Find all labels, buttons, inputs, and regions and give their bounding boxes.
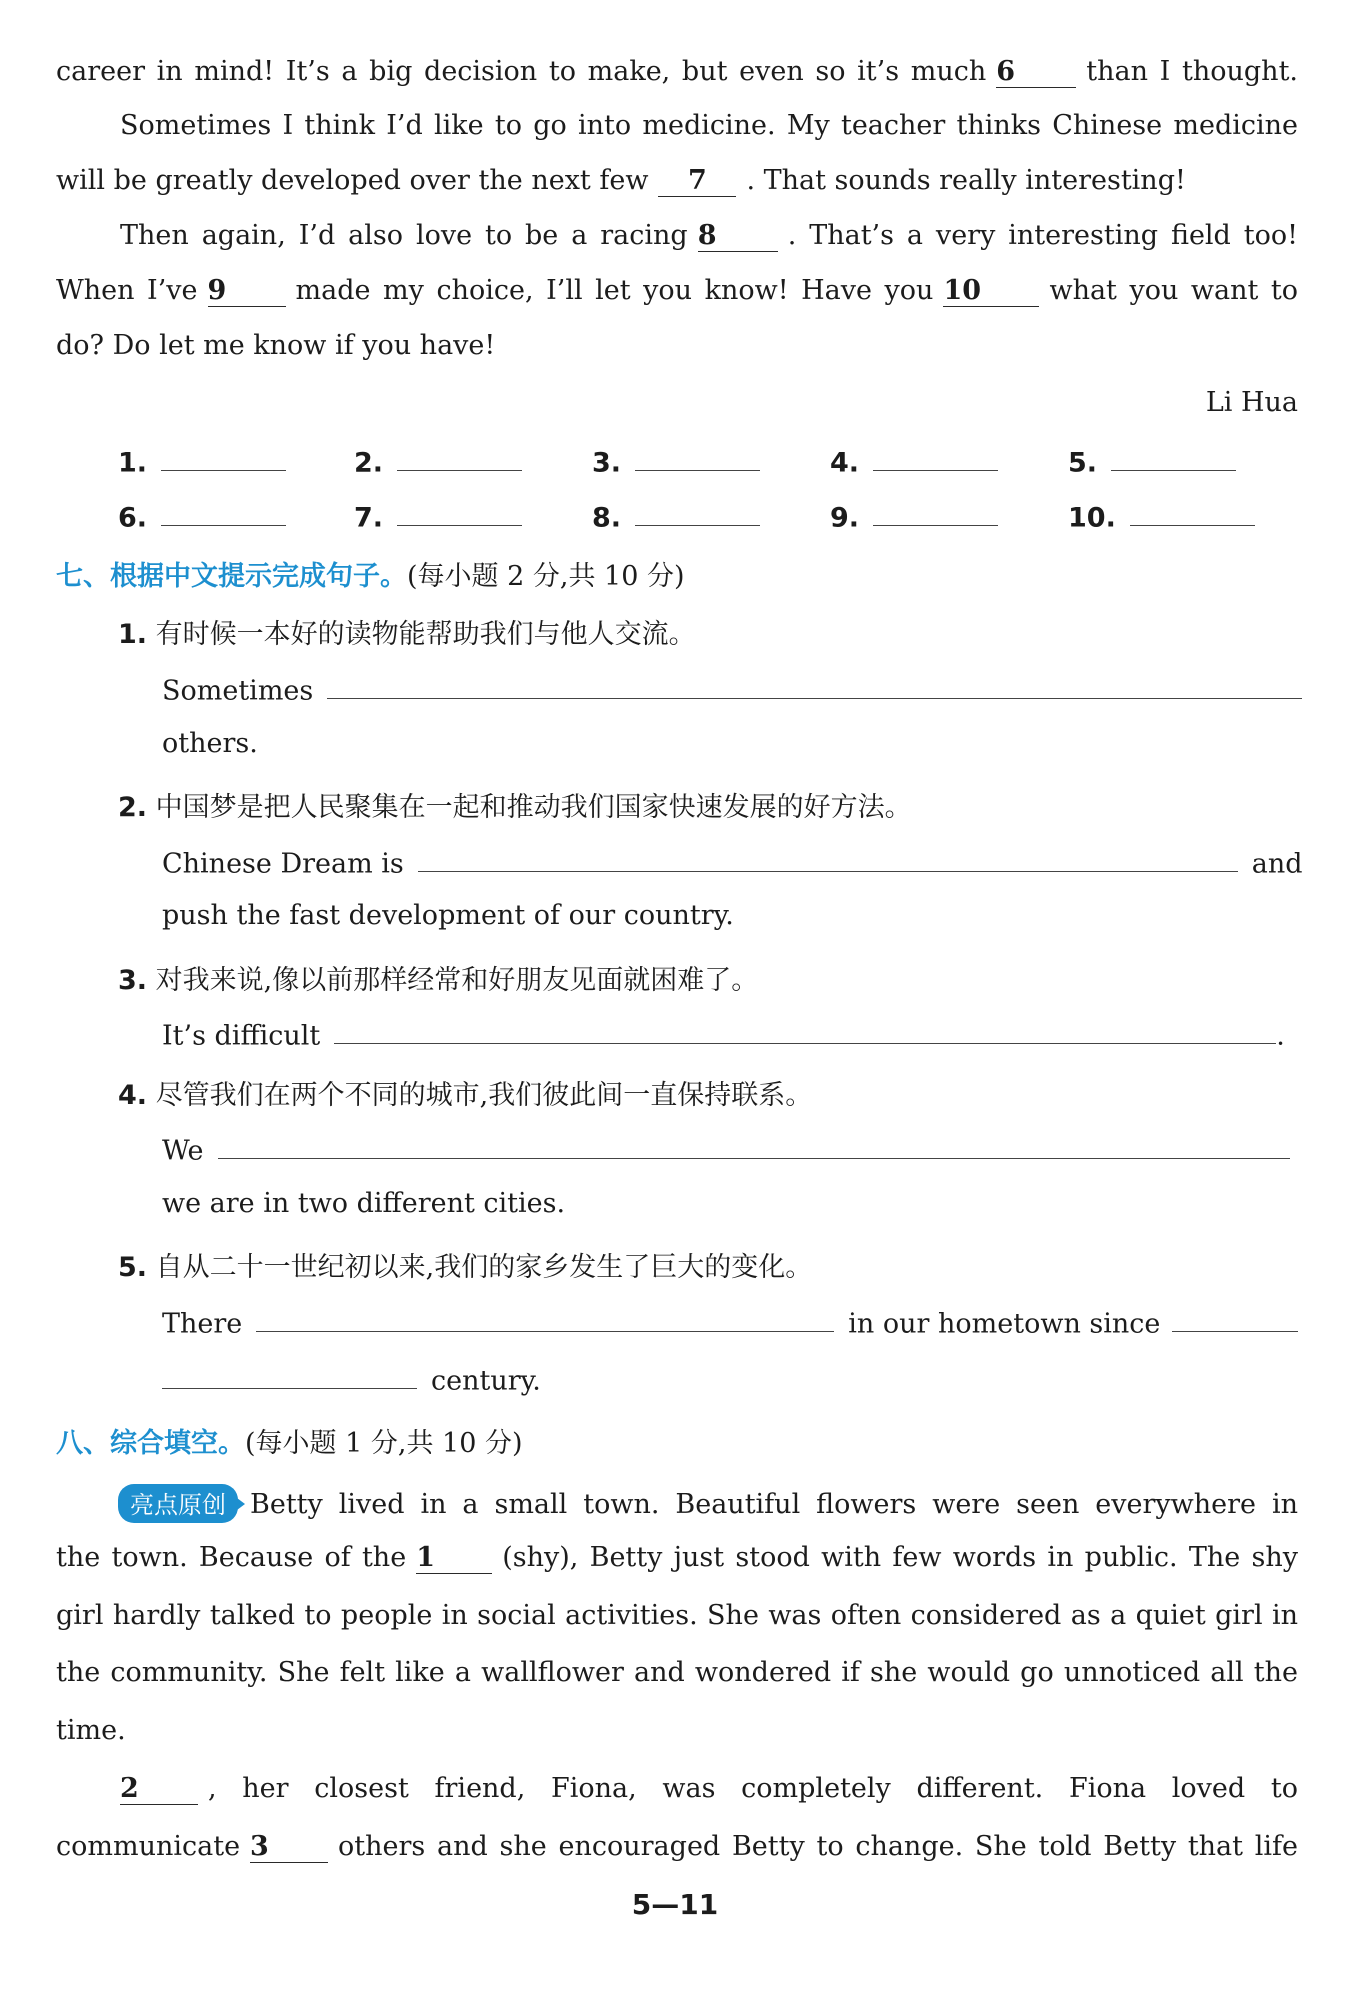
q5-english-line: There in our hometown since: [162, 1303, 1298, 1339]
cloze-line-6: 2 , her closest friend, Fiona, was completely different. Fiona loved to: [120, 1773, 1298, 1804]
cloze-line-1: 亮点原创 Betty lived in a small town. Beautiful flowers were seen everywhere in: [118, 1484, 1298, 1523]
blank-9[interactable]: 9: [208, 275, 286, 307]
q3-answer-blank[interactable]: [334, 1015, 1276, 1044]
answer-slot-3[interactable]: 3.: [592, 442, 760, 478]
q2-english-end: push the fast development of our country.: [162, 900, 734, 931]
q5-answer-blank-3[interactable]: [162, 1360, 417, 1389]
answer-slot-8[interactable]: 8.: [592, 497, 760, 533]
q4-prompt: 4. 尽管我们在两个不同的城市,我们彼此间一直保持联系。: [118, 1080, 813, 1111]
passage-line-1: career in mind! It’s a big decision to make, but even so it’s much 6 than I thought.: [56, 56, 1298, 87]
q3-prompt: 3. 对我来说,像以前那样经常和好朋友见面就困难了。: [118, 965, 759, 996]
cloze-blank-1[interactable]: 1: [416, 1542, 492, 1574]
blank-10[interactable]: 10: [943, 275, 1039, 307]
passage-line-6: do? Do let me know if you have!: [56, 330, 496, 361]
blank-8[interactable]: 8: [698, 220, 778, 252]
section-7-heading: 七、根据中文提示完成句子。(每小题 2 分,共 10 分): [56, 561, 685, 592]
cloze-line-2: the town. Because of the 1 (shy), Betty just stood with few words in public. The shy: [56, 1542, 1298, 1573]
answer-slot-6[interactable]: 6.: [118, 497, 286, 533]
q5-answer-blank-2[interactable]: [1172, 1303, 1298, 1332]
q1-english-line: Sometimes: [162, 670, 1298, 706]
q5-prompt: 5. 自从二十一世纪初以来,我们的家乡发生了巨大的变化。: [118, 1252, 813, 1283]
answer-slot-5[interactable]: 5.: [1068, 442, 1236, 478]
answer-slot-9[interactable]: 9.: [830, 497, 998, 533]
q4-english-line: We: [162, 1130, 1298, 1166]
cloze-line-3: girl hardly talked to people in social activities. She was often considered as a quiet girl in: [56, 1600, 1298, 1631]
answer-slot-7[interactable]: 7.: [354, 497, 522, 533]
cloze-line-4: the community. She felt like a wallflower and wondered if she would go unnoticed all the: [56, 1657, 1298, 1688]
q2-prompt: 2. 中国梦是把人民聚集在一起和推动我们国家快速发展的好方法。: [118, 792, 912, 823]
answer-slot-10[interactable]: 10.: [1068, 497, 1255, 533]
passage-line-5: When I’ve 9 made my choice, I’ll let you know! Have you 10 what you want to: [56, 275, 1298, 306]
q1-answer-blank[interactable]: [327, 670, 1302, 699]
cloze-blank-2[interactable]: 2: [120, 1773, 198, 1805]
q2-answer-blank[interactable]: [418, 843, 1238, 872]
passage-line-4: Then again, I’d also love to be a racing 8 . That’s a very interesting field too!: [120, 220, 1298, 251]
q1-prompt: 1. 有时候一本好的读物能帮助我们与他人交流。: [118, 619, 696, 650]
blank-7[interactable]: 7: [658, 165, 736, 197]
passage-line-3: will be greatly developed over the next few 7 . That sounds really interesting!: [56, 165, 1186, 196]
answer-slot-4[interactable]: 4.: [830, 442, 998, 478]
q5-english-end: century.: [162, 1360, 1298, 1396]
page-number: 5—11: [631, 1888, 719, 1921]
passage-line-2: Sometimes I think I’d like to go into medicine. My teacher thinks Chinese medicine: [120, 110, 1298, 141]
cloze-line-7: communicate 3 others and she encouraged Betty to change. She told Betty that life: [56, 1831, 1298, 1862]
section-8-heading: 八、综合填空。(每小题 1 分,共 10 分): [56, 1428, 523, 1459]
q3-english-line: It’s difficult .: [162, 1015, 1298, 1051]
answer-slot-2[interactable]: 2.: [354, 442, 522, 478]
blank-6[interactable]: 6: [996, 56, 1076, 88]
original-badge: 亮点原创: [118, 1484, 238, 1523]
q4-english-end: we are in two different cities.: [162, 1188, 566, 1219]
q1-english-end: others.: [162, 728, 258, 759]
cloze-line-5: time.: [56, 1715, 126, 1746]
q2-english-line: Chinese Dream is and: [162, 843, 1298, 879]
q5-answer-blank-1[interactable]: [256, 1303, 834, 1332]
q4-answer-blank[interactable]: [218, 1130, 1290, 1159]
cloze-blank-3[interactable]: 3: [250, 1831, 328, 1863]
answer-slot-1[interactable]: 1.: [118, 442, 286, 478]
letter-signature: Li Hua: [1205, 387, 1298, 418]
